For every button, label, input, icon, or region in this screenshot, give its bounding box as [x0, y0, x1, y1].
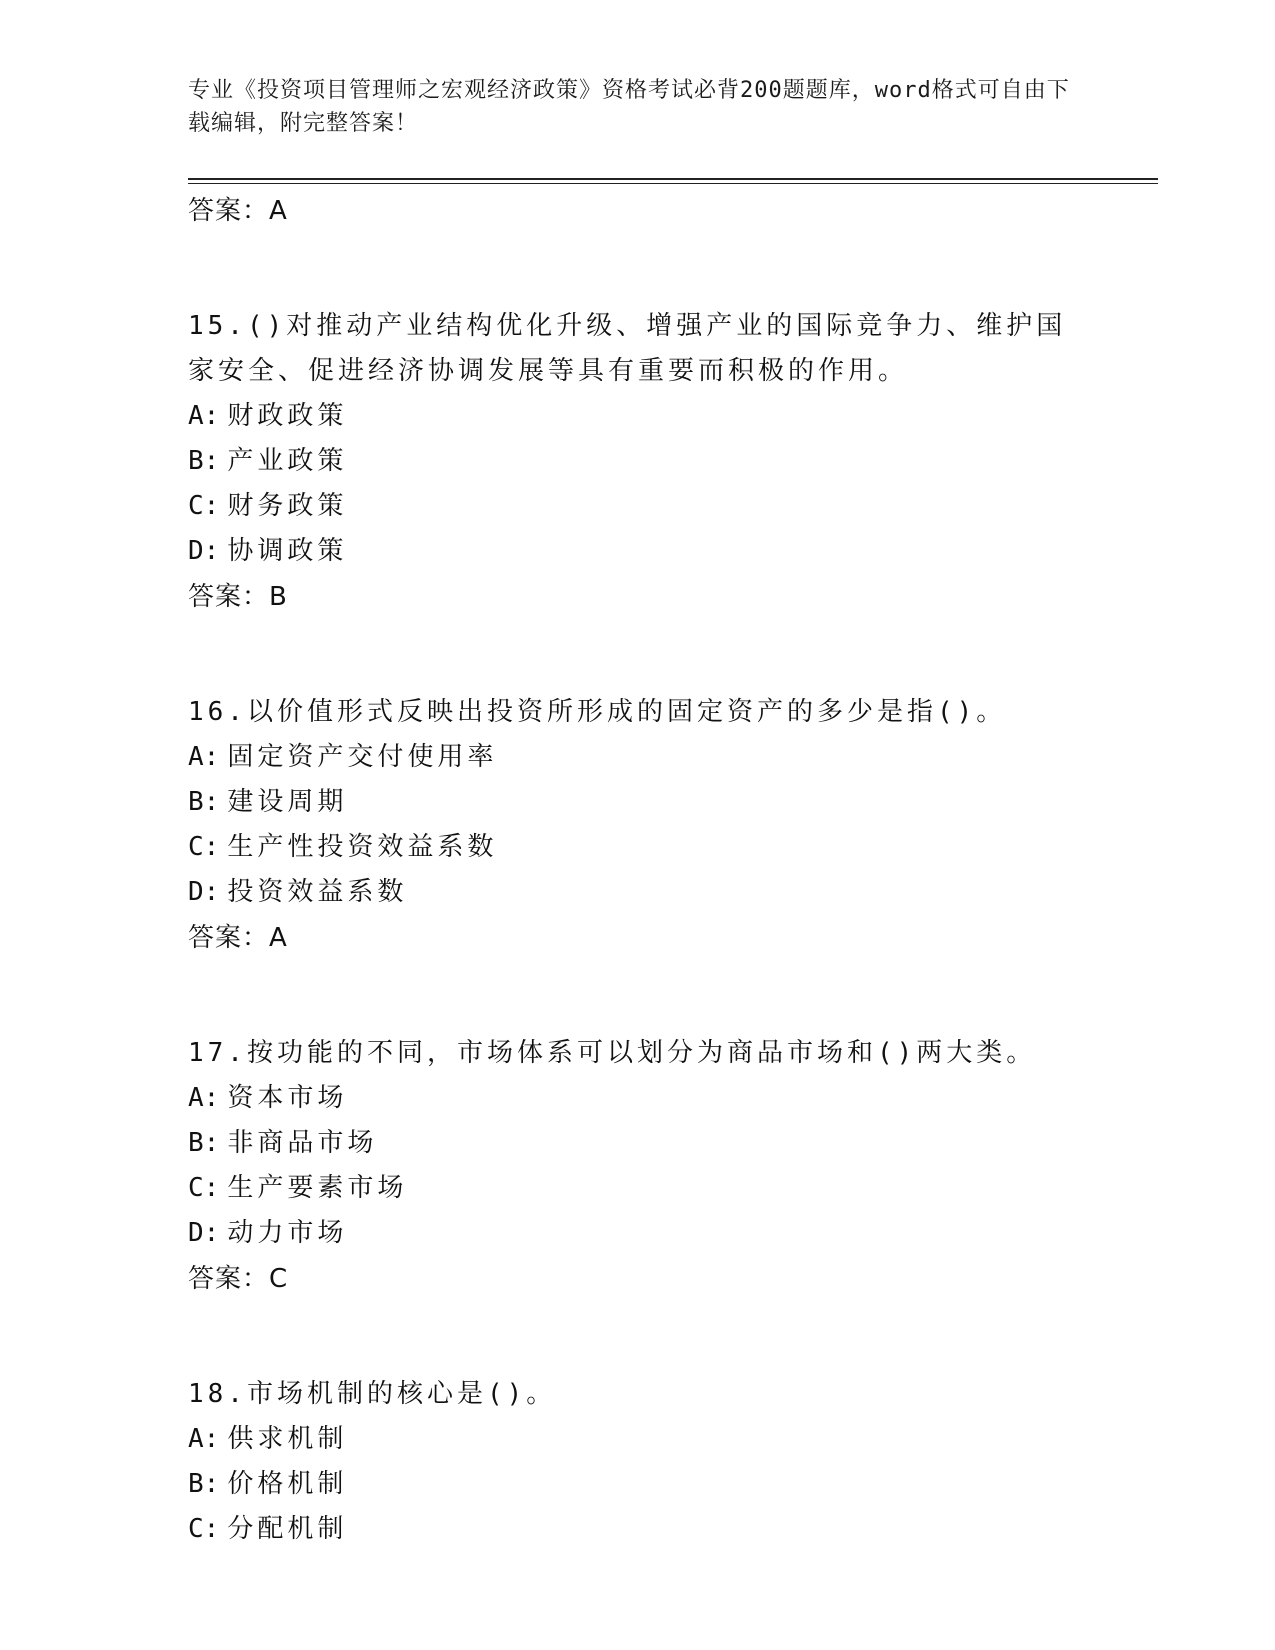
- option-label: C:: [188, 1173, 220, 1203]
- option-label: B:: [188, 787, 220, 817]
- option-text: 供求机制: [227, 1424, 348, 1454]
- header-rule-secondary: [188, 183, 1158, 184]
- question-17: [188, 1031, 1088, 1302]
- answer-line: 答案：B: [188, 582, 288, 612]
- option-text: 分配机制: [227, 1514, 348, 1544]
- option-b: [188, 1121, 1088, 1166]
- answer-line: 答案：A: [188, 923, 288, 953]
- question-stem: 16.以价值形式反映出投资所形成的固定资产的多少是指()。: [188, 697, 1007, 727]
- option-label: A:: [188, 1083, 220, 1113]
- option-text: 固定资产交付使用率: [227, 742, 498, 772]
- option-label: B:: [188, 1469, 220, 1499]
- option-text: 动力市场: [227, 1218, 348, 1248]
- header-rule: [188, 178, 1158, 180]
- question-list: [188, 188, 1088, 1552]
- option-b: [188, 439, 1088, 484]
- option-a: [188, 394, 1088, 439]
- option-c: [188, 1507, 1088, 1552]
- option-text: 协调政策: [227, 536, 348, 566]
- question-stem: 15.()对推动产业结构优化升级、增强产业的国际竞争力、维护国家安全、促进经济协调发展等具有重要而积极的作用。: [188, 311, 1067, 386]
- question-stem: 17.按功能的不同，市场体系可以划分为商品市场和()两大类。: [188, 1038, 1037, 1068]
- question-15: [188, 304, 1088, 620]
- option-text: 资本市场: [227, 1083, 348, 1113]
- option-c: [188, 1166, 1088, 1211]
- document-header: 专业《投资项目管理师之宏观经济政策》资格考试必背200题题库，word格式可自由下载编辑，附完整答案！: [188, 78, 1070, 136]
- option-text: 建设周期: [227, 787, 348, 817]
- option-b: [188, 1462, 1088, 1507]
- option-d: [188, 529, 1088, 574]
- answer-line: 答案：A: [188, 196, 288, 226]
- option-label: D:: [188, 1218, 220, 1248]
- option-label: B:: [188, 1128, 220, 1158]
- option-a: [188, 735, 1088, 780]
- question-18: [188, 1372, 1088, 1552]
- question-16: [188, 690, 1088, 961]
- option-text: 财务政策: [227, 491, 348, 521]
- option-label: A:: [188, 1424, 220, 1454]
- option-label: D:: [188, 536, 220, 566]
- option-label: A:: [188, 401, 220, 431]
- option-label: C:: [188, 1514, 220, 1544]
- option-label: C:: [188, 491, 220, 521]
- option-text: 财政政策: [227, 401, 348, 431]
- option-c: [188, 484, 1088, 529]
- option-a: [188, 1417, 1088, 1462]
- option-c: [188, 825, 1088, 870]
- option-text: 投资效益系数: [227, 877, 408, 907]
- option-text: 价格机制: [227, 1469, 348, 1499]
- option-d: [188, 1211, 1088, 1256]
- answer-line: 答案：C: [188, 1264, 289, 1294]
- option-label: A:: [188, 742, 220, 772]
- option-label: D:: [188, 877, 220, 907]
- option-text: 生产性投资效益系数: [227, 832, 498, 862]
- option-text: 非商品市场: [227, 1128, 378, 1158]
- option-d: [188, 870, 1088, 915]
- question-stem: 18.市场机制的核心是()。: [188, 1379, 557, 1409]
- option-text: 生产要素市场: [227, 1173, 408, 1203]
- option-text: 产业政策: [227, 446, 348, 476]
- option-label: B:: [188, 446, 220, 476]
- option-b: [188, 780, 1088, 825]
- option-label: C:: [188, 832, 220, 862]
- option-a: [188, 1076, 1088, 1121]
